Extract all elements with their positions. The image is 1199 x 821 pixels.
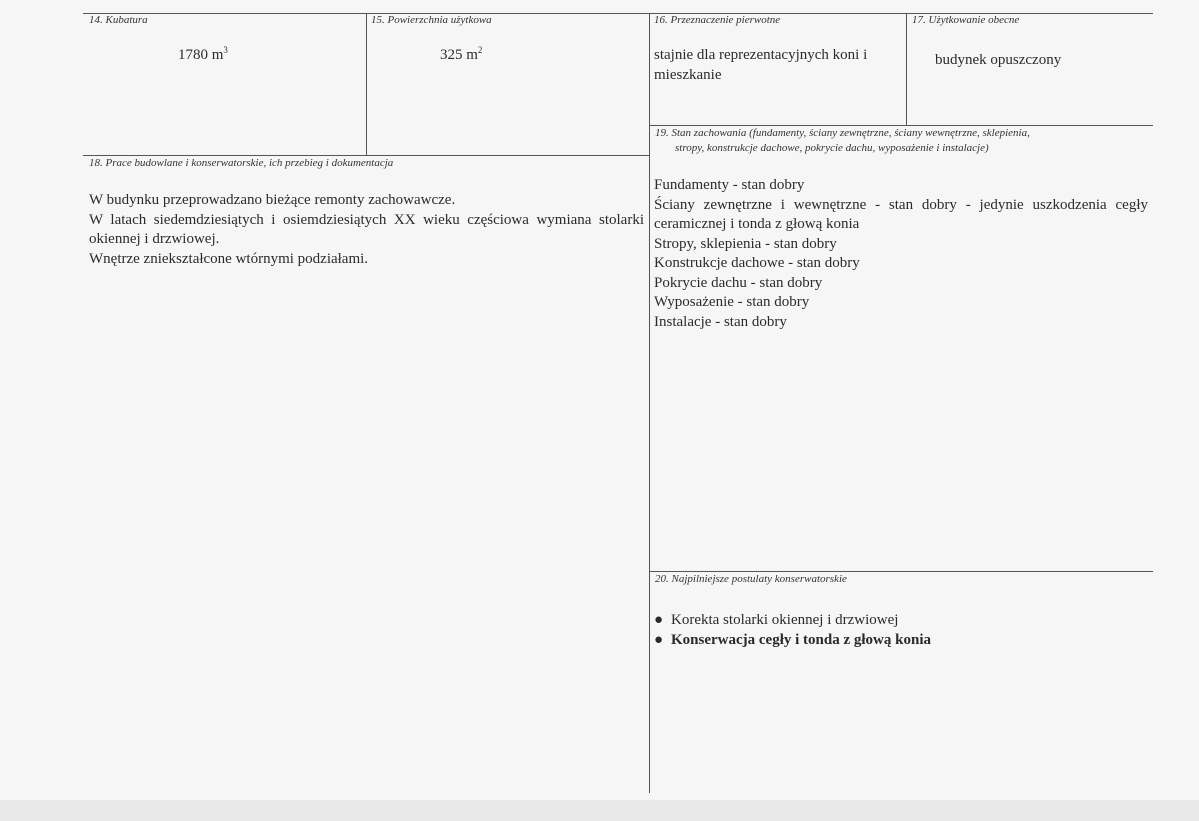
field-19-line: Instalacje - stan dobry [654,313,787,330]
field-19-line: Pokrycie dachu - stan dobry [654,274,823,291]
field-18-line: Wnętrze zniekształcone wtórnymi podziałami. [89,250,369,267]
field-15-number: 325 m [440,47,478,63]
field-19-text [654,176,1148,332]
field-14-label: 14. Kubatura [89,14,148,26]
bullet-icon: ● [654,612,664,628]
list-item [651,610,931,630]
list-item-text: Konserwacja cegły i tonda z głową konia [671,632,931,648]
field-20-label: 20. Najpilniejsze postulaty konserwatorskie [655,573,847,585]
field-19-line: Fundamenty - stan dobry [654,177,805,193]
field-17-value: budynek opuszczony [935,52,1062,68]
field-18-line: W budynku przeprowadzano bieżące remonty zachowawcze. [89,192,456,208]
field-18-text [89,191,644,269]
field-18-label: 18. Prace budowlane i konserwatorskie, ich przebieg i dokumentacja [89,157,394,169]
field-19-line: ceramicznej i tonda z głową konia [654,216,860,232]
bullet-icon: ● [654,632,664,648]
field-17-label: 17. Użytkowanie obecne [912,14,1020,26]
rule-above-19 [649,125,1153,126]
field-19-line: Stropy, sklepienia - stan dobry [654,235,837,252]
field-19-label-line2: stropy, konstrukcje dachowe, pokrycie dachu, wyposażenie i instalacje) [675,142,989,154]
divider-16-17 [906,13,907,125]
field-15-value [440,45,482,64]
field-14-number: 1780 m [178,47,224,63]
field-15-label: 15. Powierzchnia użytkowa [371,14,492,26]
field-19-line: Wyposażenie - stan dobry [654,294,810,310]
field-19-line: Konstrukcje dachowe - stan dobry [654,255,860,271]
divider-center [649,13,650,793]
field-14-exponent: 3 [223,45,228,55]
field-16-text [654,46,867,85]
rule-above-20 [649,571,1153,572]
rule-above-18 [83,155,650,156]
field-20-list [651,610,931,650]
list-item [651,630,931,650]
field-19-line: Ściany zewnętrzne i wewnętrzne - stan dobry - jedynie uszkodzenia cegły [654,196,1148,213]
divider-14-15 [366,13,367,155]
field-16-line: mieszkanie [654,66,722,83]
field-18-line: okiennej i drzwiowej. [89,231,220,247]
field-16-line: stajnie dla reprezentacyjnych koni i [654,47,868,63]
scan-bottom-edge [0,800,1199,821]
field-15-exponent: 2 [477,45,483,55]
field-16-label: 16. Przeznaczenie pierwotne [654,14,781,26]
field-14-value [178,45,228,64]
field-19-label-line1: 19. Stan zachowania (fundamenty, ściany zewnętrzne, ściany wewnętrzne, sklepienia, [655,127,1030,139]
list-item-text: Korekta stolarki okiennej i drzwiowej [671,612,899,628]
field-18-line: W latach siedemdziesiątych i osiemdziesiątych XX wieku częściowa wymiana stolarki [89,211,644,228]
